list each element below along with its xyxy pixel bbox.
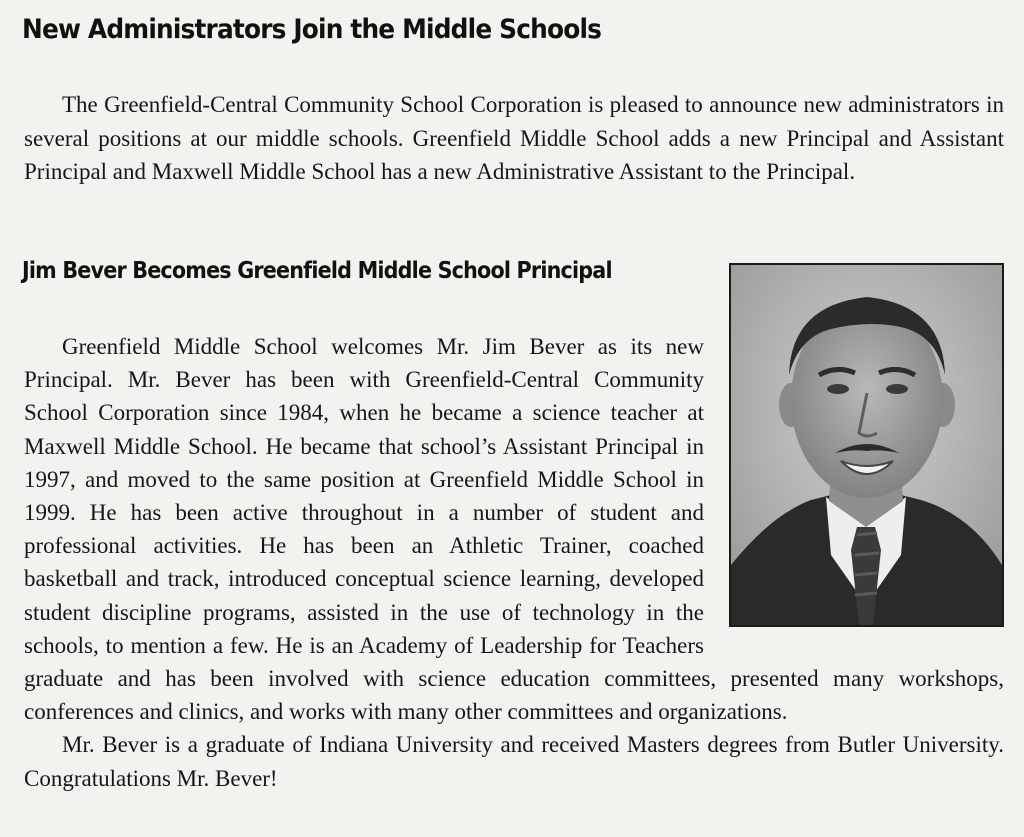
- article-lead-paragraph: The Greenfield-Central Community School Corporation is pleased to announce new administrators in several positions at our middle schools. Greenfield Middle School adds a new Principal and Assistant Principal and Maxwell Middle School has a new Administrative Assistant to the Principal.: [24, 92, 1004, 184]
- body-paragraph-1: Greenfield Middle School welcomes Mr. Jim Bever as its new Principal. Mr. Bever has been with Greenfield-Central Community School Corporation since 1984, when he became a science teacher at Maxwell Middle School. He became that school’s Assistant Principal in 1997, and moved to the same position at Greenfield Middle School in 1999. He has been active throughout in a number of student and professional activities. He has been an Athletic Trainer, coached basketball and track, introduced conceptual science learning, developed student discipline programs, assisted in the use of technology in the schools, to mention a few. He is an Academy of Leadership for Teachers graduate and has been involved with science education committees, presented many workshops, conferences and clinics, and works with many other committees and organizations.: [24, 334, 1004, 725]
- section-subheading: Jim Bever Becomes Greenfield Middle School Principal: [22, 258, 612, 284]
- article-headline: New Administrators Join the Middle Schools: [22, 14, 602, 45]
- article-body: [24, 330, 1004, 795]
- photo-wrap-spacer: [704, 330, 1004, 633]
- body-paragraph-2: Mr. Bever is a graduate of Indiana University and received Masters degrees from Butler University. Congratulations Mr. Bever!: [24, 732, 1004, 791]
